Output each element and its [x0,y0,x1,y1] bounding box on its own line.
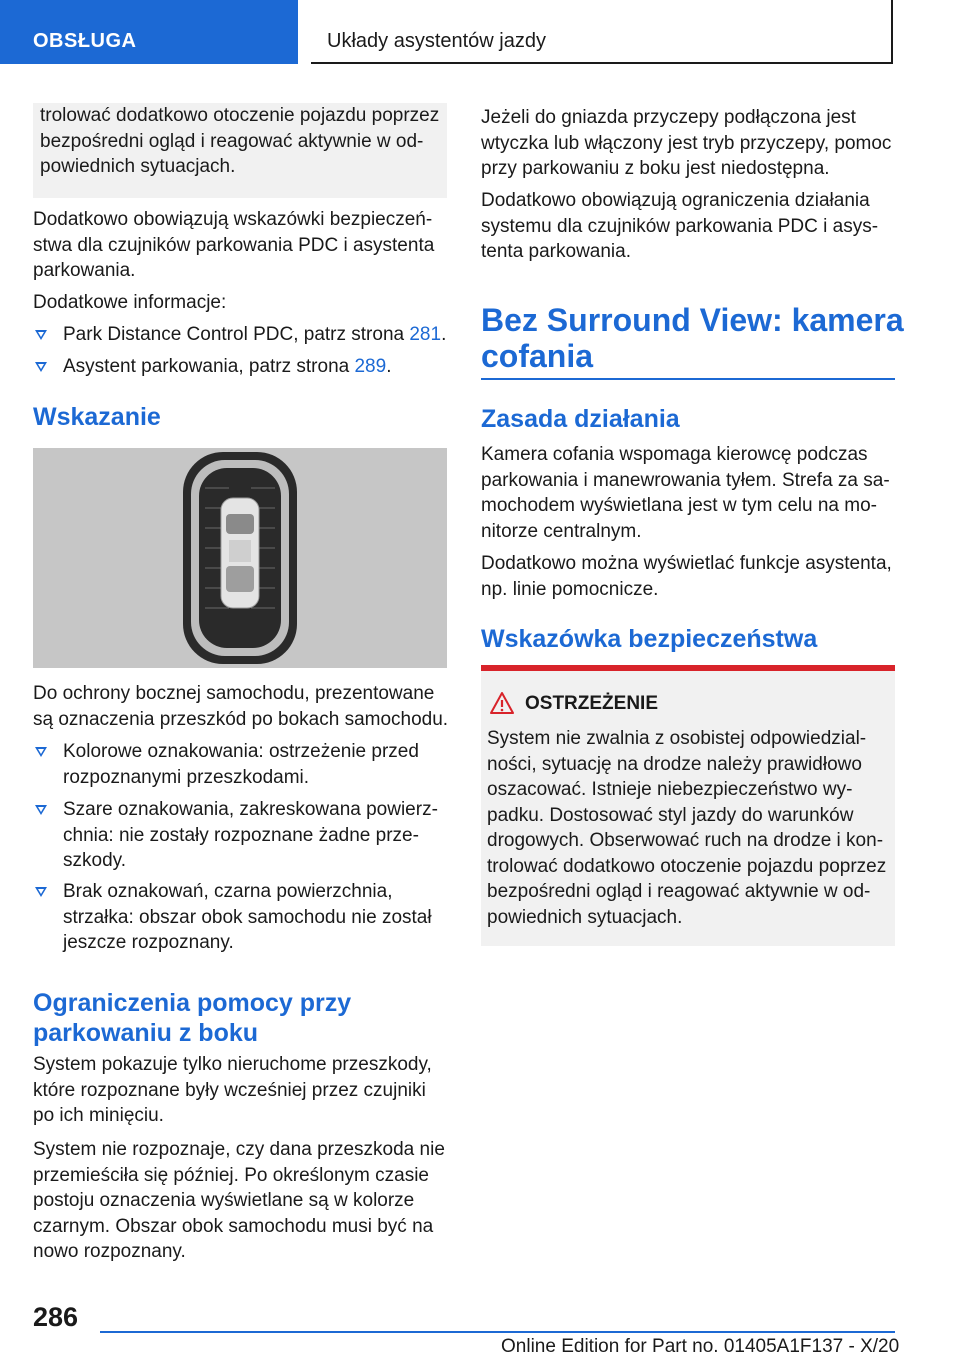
text-line: Do ochrony bocznej samochodu, prezentowane [33,683,435,704]
text-line: np. linie pomocnicze. [481,578,659,600]
parking-display-illustration [33,448,447,668]
text-line: postoju oznaczenia wyświetlane są w kolorze [33,1190,415,1211]
ref-item-pdc [35,322,455,348]
text-line: szkody. [63,850,127,871]
text-line: Kolorowe oznakowania: ostrzeżenie przed [63,741,419,762]
text-line: chnia: nie zostały rozpoznane żadne prze- [63,824,419,846]
warning-triangle-icon [489,691,515,715]
box-line: bezpośredni ogląd i reagować aktywnie w od- [40,130,424,152]
page-link-281[interactable]: 281 [409,324,442,345]
heading-line: cofania [481,338,594,374]
triangle-bullet-icon [35,887,47,897]
text-line: po ich minięciu. [33,1105,164,1126]
chapter-title: Układy asystentów jazdy [327,30,546,52]
edition-info: Online Edition for Part no. 01405A1F137 - X/20 [501,1336,900,1357]
paragraph-camera-function [481,442,901,544]
heading-underline [481,378,895,380]
ref-label: Park Distance Control PDC, patrz strona [63,324,410,345]
paragraph-limitations [481,188,901,265]
ref-text [63,322,446,348]
chapter-header [311,0,893,64]
continued-warning-box [33,103,447,198]
text-line: rozpoznanymi przeszkodami. [63,766,310,788]
paragraph-trailer [481,105,901,182]
paragraph-side-protection [33,681,453,732]
text-line: stwa dla czujników parkowania PDC i asystenta [33,234,435,256]
text-line: System pokazuje tylko nieruchome przeszkody, [33,1054,432,1075]
text-line: trolować dodatkowo otoczenie pojazdu poprzez [487,855,887,877]
text-line: nowo rozpoznany. [33,1241,186,1262]
car-top-view-icon [33,448,447,668]
text-line: powiednich sytuacjach. [487,906,683,928]
text-line: bezpośredni ogląd i reagować aktywnie w od- [487,881,871,902]
text-line: Szare oznakowania, zakreskowana powierz- [63,799,438,820]
bullet-gray-markings [35,797,455,875]
text-line: padku. Dostosować styl jazdy do warunków [487,804,854,826]
ref-text [63,354,391,380]
paragraph-assist-functions [481,551,901,602]
text-line: tenta parkowania. [481,241,631,262]
heading-safety: Wskazówka bezpieczeństwa [481,625,818,653]
text-line: jeszcze rozpoznany. [63,932,234,953]
heading-limits [33,988,351,1048]
heading-principle: Zasada działania [481,405,680,433]
text-line: Jeżeli do gniazda przyczepy podłączona jest [481,107,856,128]
text-line: przemieściła się później. Po określonym czasie [33,1164,429,1186]
heading-display: Wskazanie [33,403,161,431]
heading-line: Bez Surround View: kamera [481,302,904,338]
ref-end: . [441,324,447,345]
section-title: OBSŁUGA [33,30,137,52]
box-line: powiednich sytuacjach. [40,156,236,177]
text-line: drogowych. Obserwować ruch na drodze i kon- [487,830,884,851]
text-line: nitorze centralnym. [481,520,642,542]
text-line: są oznaczenia przeszkód po bokach samochodu. [33,708,449,730]
warning-box [481,671,895,946]
text-line: oszacować. Istnieje niebezpieczeństwo wy- [487,779,853,800]
text-line: System nie rozpoznaje, czy dana przeszkoda nie [33,1139,445,1160]
text-line: System nie zwalnia z osobistej odpowiedzial- [487,728,867,749]
heading-line: parkowaniu z boku [33,1019,259,1047]
text-line: Dodatkowo obowiązują ograniczenia działania [481,190,870,211]
bullet-no-markings [35,879,455,957]
paragraph-safety-notes [33,207,453,284]
text-line: parkowania i manewrowania tyłem. Strefa za sa- [481,469,890,491]
text-line: ności, sytuację na drodze należy prawidłowo [487,753,862,775]
triangle-bullet-icon [35,362,47,372]
triangle-bullet-icon [35,805,47,815]
ref-item-parking-assistant [35,354,455,380]
ref-label: Asystent parkowania, patrz strona [63,356,355,377]
box-line: trolować dodatkowo otoczenie pojazdu poprzez [40,105,440,126]
text-line: przy parkowaniu z boku jest niedostępna. [481,158,830,179]
text-line: Dodatkowo można wyświetlać funkcje asystenta, [481,553,892,574]
paragraph-moved-obstacles [33,1137,453,1265]
bullet-text [63,879,432,956]
heading-rear-camera [481,302,904,374]
section-tab [0,0,298,64]
warning-title: OSTRZEŻENIE [525,693,659,714]
text-line: mochodem wyświetlana jest w tym celu na mo- [481,495,877,516]
text-line: Brak oznakowań, czarna powierzchnia, [63,881,393,902]
page-number: 286 [33,1302,79,1332]
bullet-text [63,739,419,790]
triangle-bullet-icon [35,747,47,757]
ref-end: . [386,356,392,377]
text-line: wtyczka lub włączony jest tryb przyczepy, pomoc [481,132,892,154]
heading-line: Ograniczenia pomocy przy [33,989,352,1017]
paragraph-more-info: Dodatkowe informacje: [33,292,227,313]
text-line: Dodatkowo obowiązują wskazówki bezpieczeń- [33,209,433,230]
text-line: Kamera cofania wspomaga kierowcę podczas [481,444,868,465]
page-link-289[interactable]: 289 [354,356,387,377]
warning-text [487,726,897,930]
text-line: strzałka: obszar obok samochodu nie został [63,906,432,928]
footer-rule [100,1331,895,1333]
triangle-bullet-icon [35,330,47,340]
text-line: czarnym. Obszar obok samochodu musi być na [33,1215,434,1237]
paragraph-stationary-obstacles [33,1052,453,1129]
text-line: które rozpoznane były wcześniej przez czujniki [33,1079,426,1101]
text-line: parkowania. [33,260,136,281]
text-line: systemu dla czujników parkowania PDC i asys- [481,215,879,237]
bullet-colored-markings [35,739,455,791]
bullet-text [63,797,438,874]
